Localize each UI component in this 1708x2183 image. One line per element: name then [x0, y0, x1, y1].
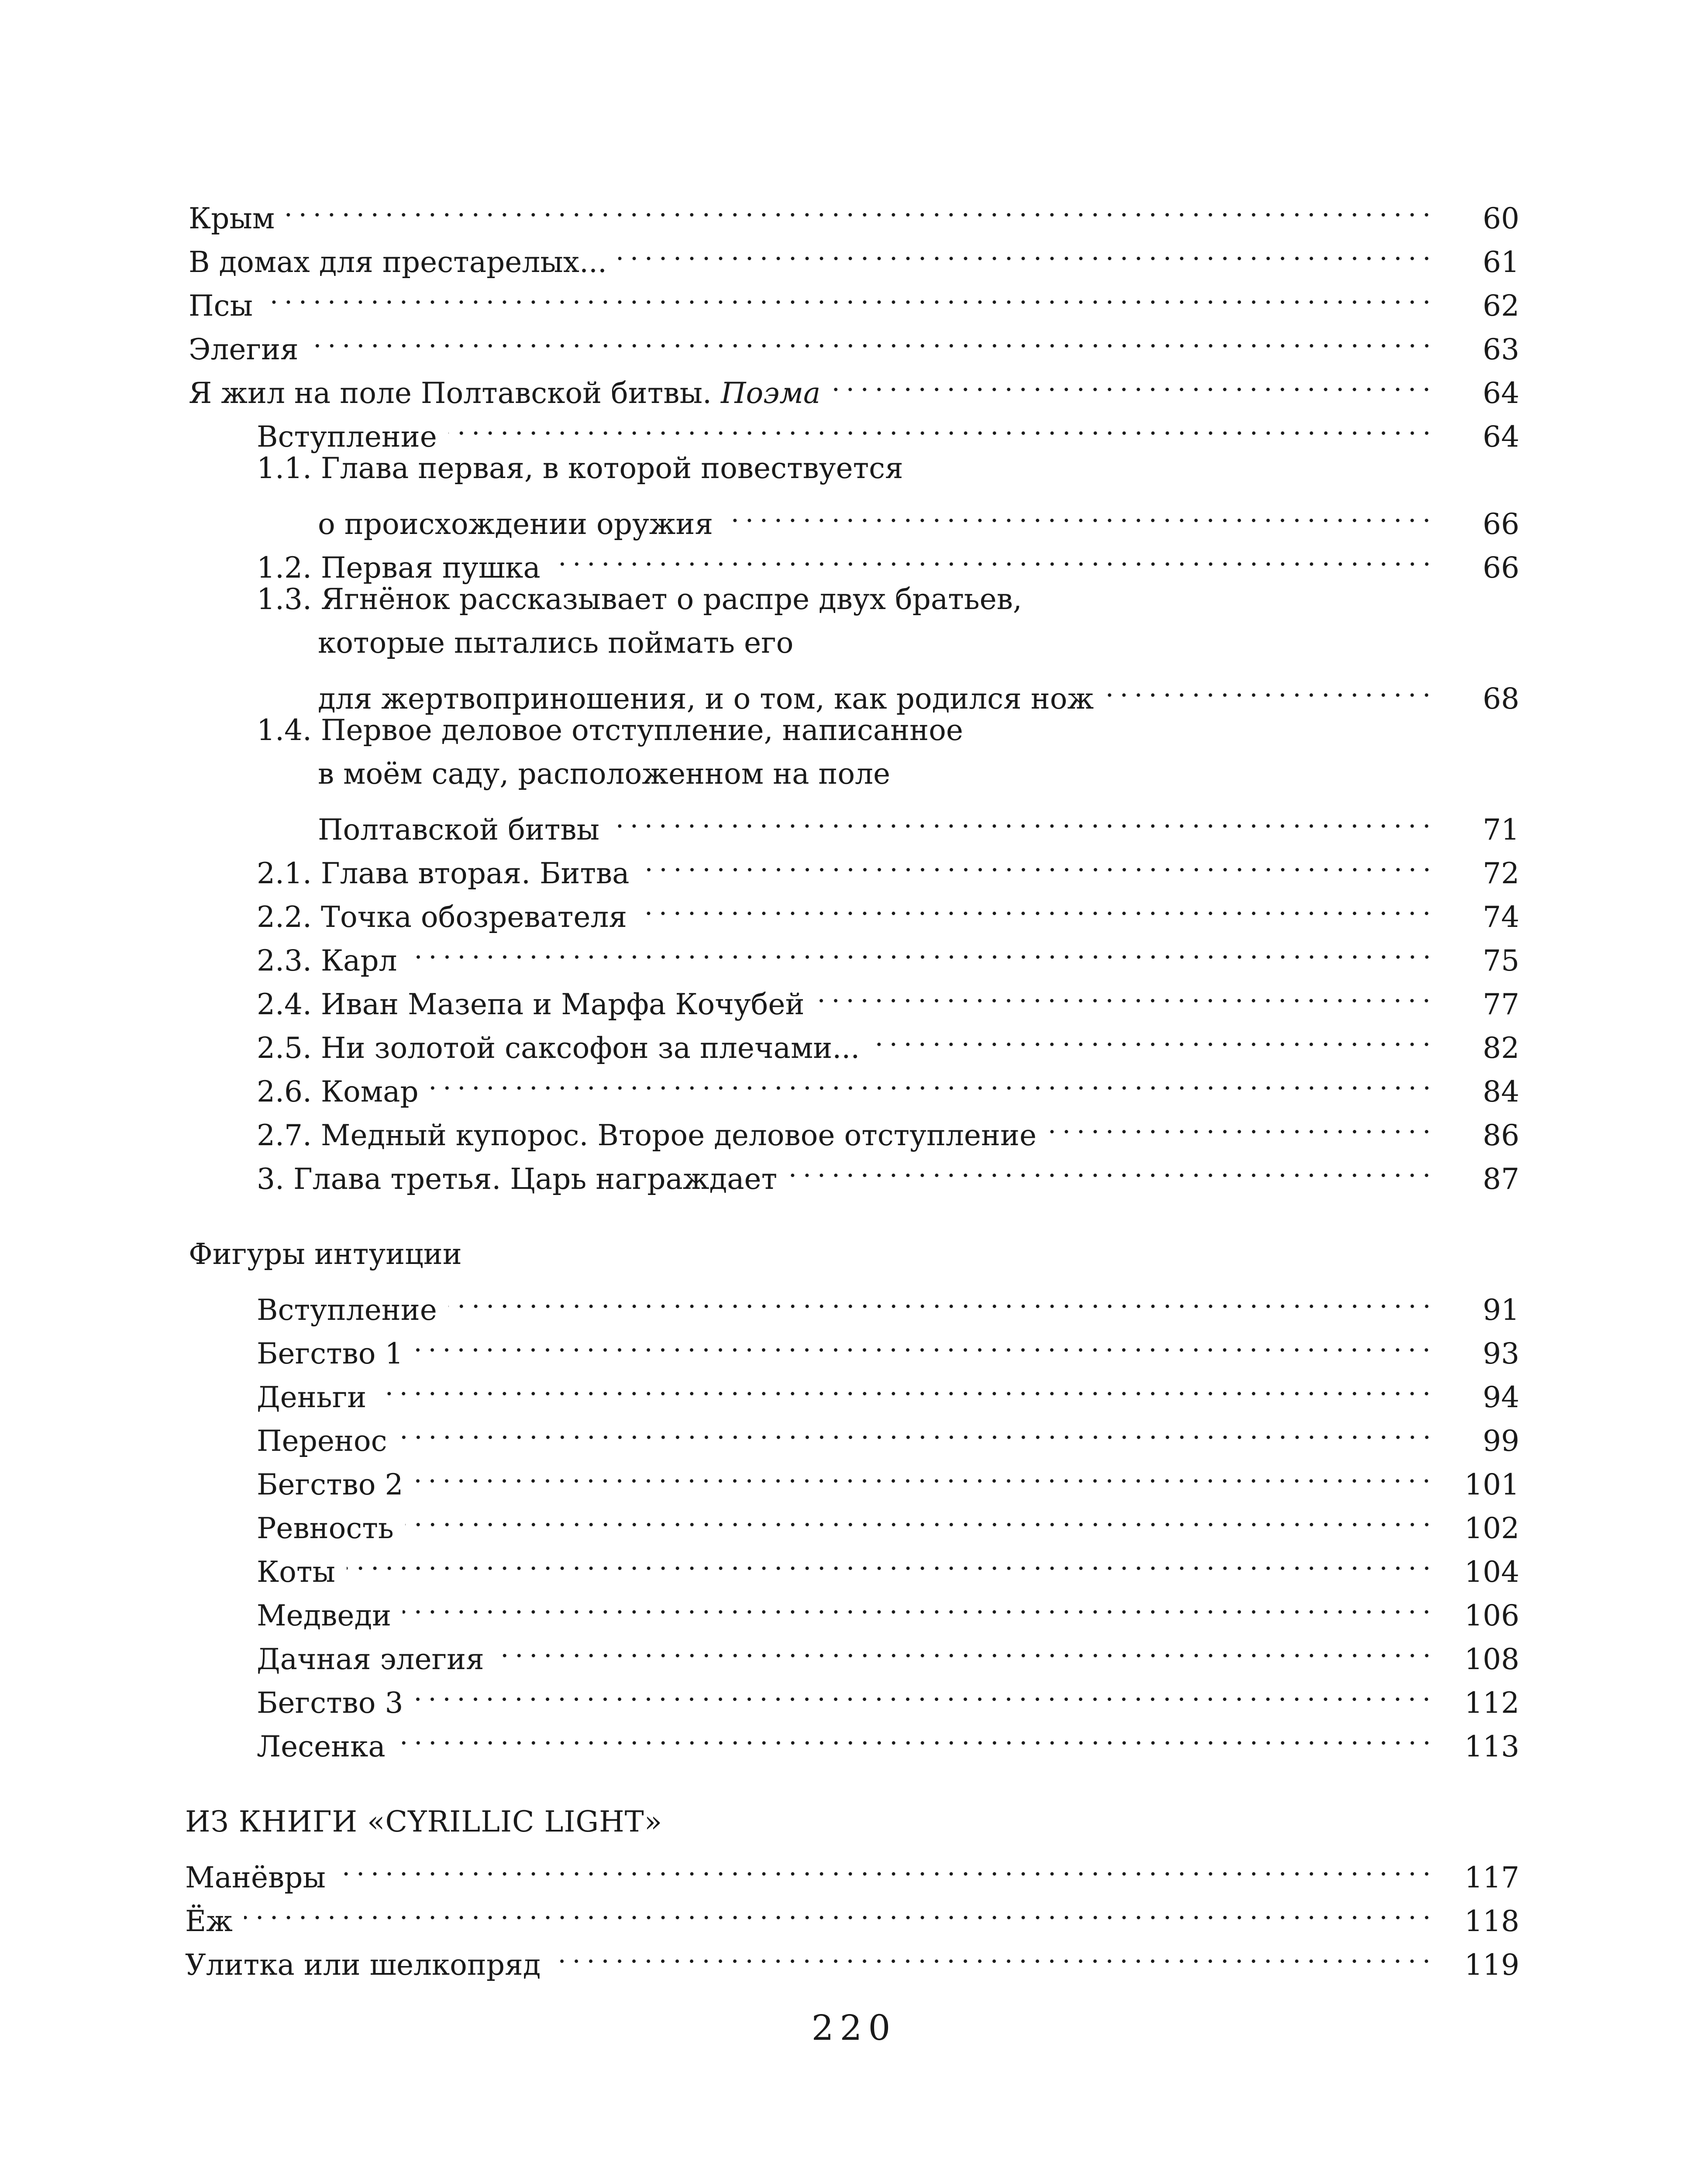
dot-leader	[286, 185, 1434, 228]
dot-leader	[611, 796, 1434, 840]
toc-entry	[257, 1713, 1519, 1763]
toc-entry-title: Ёж	[185, 1904, 233, 1938]
page-number: 220	[811, 2007, 897, 2048]
toc-entry-line	[257, 709, 1519, 752]
toc-entry-page: 87	[1483, 1162, 1519, 1196]
toc-entry-title: 1.2. Первая пушка	[257, 551, 541, 585]
toc-entry-title: о происхождении оружия	[318, 507, 713, 541]
dot-leader	[448, 1276, 1434, 1320]
toc-entry-genre: Поэма	[720, 376, 821, 410]
dot-leader	[552, 1931, 1434, 1975]
section-heading-title: Фигуры интуиции	[189, 1237, 462, 1271]
toc-entry	[257, 1276, 1519, 1327]
toc-entry-page: 104	[1464, 1555, 1519, 1589]
dot-leader	[244, 1887, 1434, 1931]
toc-entry-page: 86	[1483, 1119, 1519, 1152]
dot-leader	[1048, 1102, 1434, 1145]
dot-leader	[618, 228, 1434, 272]
toc-entry-title: для жертвоприношения, и о том, как родился нож	[318, 682, 1094, 716]
dot-leader	[448, 403, 1434, 447]
toc-entry	[257, 403, 1519, 454]
toc-entry	[257, 1451, 1519, 1501]
toc-entry	[257, 1320, 1519, 1370]
toc-entry-page: 82	[1483, 1031, 1519, 1065]
dot-leader	[403, 1582, 1434, 1625]
dot-leader	[638, 883, 1434, 927]
toc-entry-title: Ревность	[257, 1512, 394, 1545]
toc-entry	[257, 1407, 1519, 1458]
toc-entry-title: Вступление	[257, 420, 437, 454]
toc-entry-title: Деньги	[257, 1381, 367, 1414]
toc-entry-title: Вступление	[257, 1293, 437, 1327]
toc-entry-title: 2.3. Карл	[257, 944, 397, 978]
toc-entry-title-main: Я жил на поле Полтавской битвы.	[189, 376, 712, 410]
toc-entry	[257, 1538, 1519, 1589]
toc-entry	[257, 1494, 1519, 1545]
section-heading	[185, 1800, 1516, 1844]
toc-entry-title: Крым	[189, 202, 275, 235]
toc-entry	[257, 1582, 1519, 1632]
toc-entry-page: 84	[1483, 1075, 1519, 1109]
toc-entry-line	[257, 447, 1519, 490]
toc-entry	[257, 1058, 1519, 1109]
toc-entry-page: 102	[1464, 1512, 1519, 1545]
dot-leader	[414, 1669, 1434, 1713]
toc-entry	[189, 185, 1519, 235]
toc-entry	[185, 1887, 1519, 1938]
toc-entry-page: 72	[1483, 857, 1519, 890]
toc-entry-page: 117	[1464, 1861, 1519, 1894]
dot-leader	[405, 1494, 1434, 1538]
toc-entry-title: 2.5. Ни золотой саксофон за плечами...	[257, 1031, 860, 1065]
toc-entry	[257, 1364, 1519, 1414]
dot-leader	[337, 1844, 1434, 1887]
toc-entry	[318, 796, 1519, 847]
toc-entry-page: 101	[1464, 1468, 1519, 1501]
toc-entry	[257, 927, 1519, 978]
toc-entry-page: 113	[1464, 1730, 1519, 1763]
toc-entry-title: Улитка или шелкопряд	[185, 1948, 541, 1982]
toc-entry	[318, 665, 1519, 716]
toc-entry	[189, 359, 1519, 410]
dot-leader	[414, 1320, 1434, 1364]
toc-entry-page: 112	[1464, 1686, 1519, 1720]
toc-entry-page: 66	[1483, 507, 1519, 541]
toc-entry-page: 108	[1464, 1642, 1519, 1676]
toc-entry-title: 2.1. Глава вторая. Битва	[257, 857, 630, 890]
toc-entry-page: 106	[1464, 1599, 1519, 1632]
toc-entry-page: 64	[1483, 376, 1519, 410]
toc-entry-title: 2.7. Медный купорос. Второе деловое отступление	[257, 1119, 1037, 1152]
toc-entry-title: Манёвры	[185, 1861, 326, 1894]
toc-entry-page: 74	[1483, 900, 1519, 934]
dot-leader	[397, 1713, 1434, 1756]
toc-entry	[257, 1625, 1519, 1676]
section-heading-title: ИЗ КНИГИ «CYRILLIC LIGHT»	[185, 1805, 663, 1839]
toc-entry-page: 77	[1483, 988, 1519, 1021]
toc-entry-title: Бегство 1	[257, 1337, 403, 1370]
toc-entry-page: 93	[1483, 1337, 1519, 1370]
toc-entry-title: 2.2. Точка обозревателя	[257, 900, 627, 934]
toc-entry-line	[318, 752, 1519, 796]
toc-entry	[257, 971, 1519, 1021]
dot-leader	[310, 316, 1434, 359]
toc-entry-page: 63	[1483, 333, 1519, 366]
toc-entry-title: Перенос	[257, 1424, 387, 1458]
toc-entry-title: 1.1. Глава первая, в которой повествуется	[257, 451, 903, 485]
toc-entry-page: 75	[1483, 944, 1519, 978]
toc-entry	[189, 316, 1519, 366]
toc-entry-title: Дачная элегия	[257, 1642, 484, 1676]
dot-leader	[347, 1538, 1434, 1582]
toc-entry-title: Бегство 2	[257, 1468, 403, 1501]
toc-entry	[257, 1145, 1519, 1196]
toc-entry-title: Псы	[189, 289, 253, 323]
toc-entry-title: Бегство 3	[257, 1686, 403, 1720]
toc-entry-title: Лесенка	[257, 1730, 386, 1763]
toc-entry	[257, 1014, 1519, 1065]
toc-entry-page: 62	[1483, 289, 1519, 323]
dot-leader	[724, 490, 1434, 534]
dot-leader	[816, 971, 1434, 1014]
dot-leader	[409, 927, 1434, 971]
toc-entry	[318, 490, 1519, 541]
toc-entry-page: 91	[1483, 1293, 1519, 1327]
toc-entry-line	[257, 578, 1519, 621]
toc-entry	[257, 840, 1519, 890]
dot-leader	[414, 1451, 1434, 1494]
dot-leader	[871, 1014, 1434, 1058]
section-heading	[189, 1233, 1519, 1276]
toc-entry-page: 71	[1483, 813, 1519, 847]
toc-entry-title: Элегия	[189, 333, 299, 366]
dot-leader	[832, 359, 1434, 403]
toc-entry-title: В домах для престарелых...	[189, 245, 607, 279]
dot-leader	[264, 272, 1434, 316]
dot-leader	[789, 1145, 1434, 1189]
toc-entry-page: 118	[1464, 1904, 1519, 1938]
toc-entry	[257, 534, 1519, 585]
toc-entry-title: которые пытались поймать его	[318, 626, 794, 660]
toc-entry-page: 68	[1483, 682, 1519, 716]
toc-entry-title: 2.6. Комар	[257, 1075, 419, 1109]
toc-entry-title: Медведи	[257, 1599, 392, 1632]
toc-entry	[257, 1102, 1519, 1152]
toc-entry	[185, 1844, 1519, 1894]
toc-entry-title: 3. Глава третья. Царь награждает	[257, 1162, 778, 1196]
dot-leader	[399, 1407, 1434, 1451]
toc-entry-title: 2.4. Иван Мазепа и Марфа Кочубей	[257, 988, 805, 1021]
dot-leader	[430, 1058, 1434, 1102]
toc-entry-page: 64	[1483, 420, 1519, 454]
toc-entry-page: 119	[1464, 1948, 1519, 1982]
toc-entry-page: 94	[1483, 1381, 1519, 1414]
dot-leader	[641, 840, 1434, 883]
toc-entry-line	[318, 621, 1519, 665]
toc-entry-page: 61	[1483, 245, 1519, 279]
toc-entry	[189, 228, 1519, 279]
toc-entry-title: в моём саду, расположенном на поле	[318, 757, 891, 791]
dot-leader	[1105, 665, 1434, 709]
toc-entry-title: Полтавской битвы	[318, 813, 600, 847]
dot-leader	[552, 534, 1434, 578]
toc-entry-page: 60	[1483, 202, 1519, 235]
toc-entry-page: 99	[1483, 1424, 1519, 1458]
toc-entry	[185, 1931, 1519, 1982]
toc-entry-title: 1.4. Первое деловое отступление, написанное	[257, 713, 963, 747]
toc-entry-page: 66	[1483, 551, 1519, 585]
toc-entry	[189, 272, 1519, 323]
toc-entry	[257, 1669, 1519, 1720]
toc-entry-title: Коты	[257, 1555, 335, 1589]
toc-entry	[257, 883, 1519, 934]
dot-leader	[378, 1364, 1434, 1407]
toc-entry-title: 1.3. Ягнёнок рассказывает о распре двух братьев,	[257, 582, 1022, 616]
dot-leader	[496, 1625, 1434, 1669]
